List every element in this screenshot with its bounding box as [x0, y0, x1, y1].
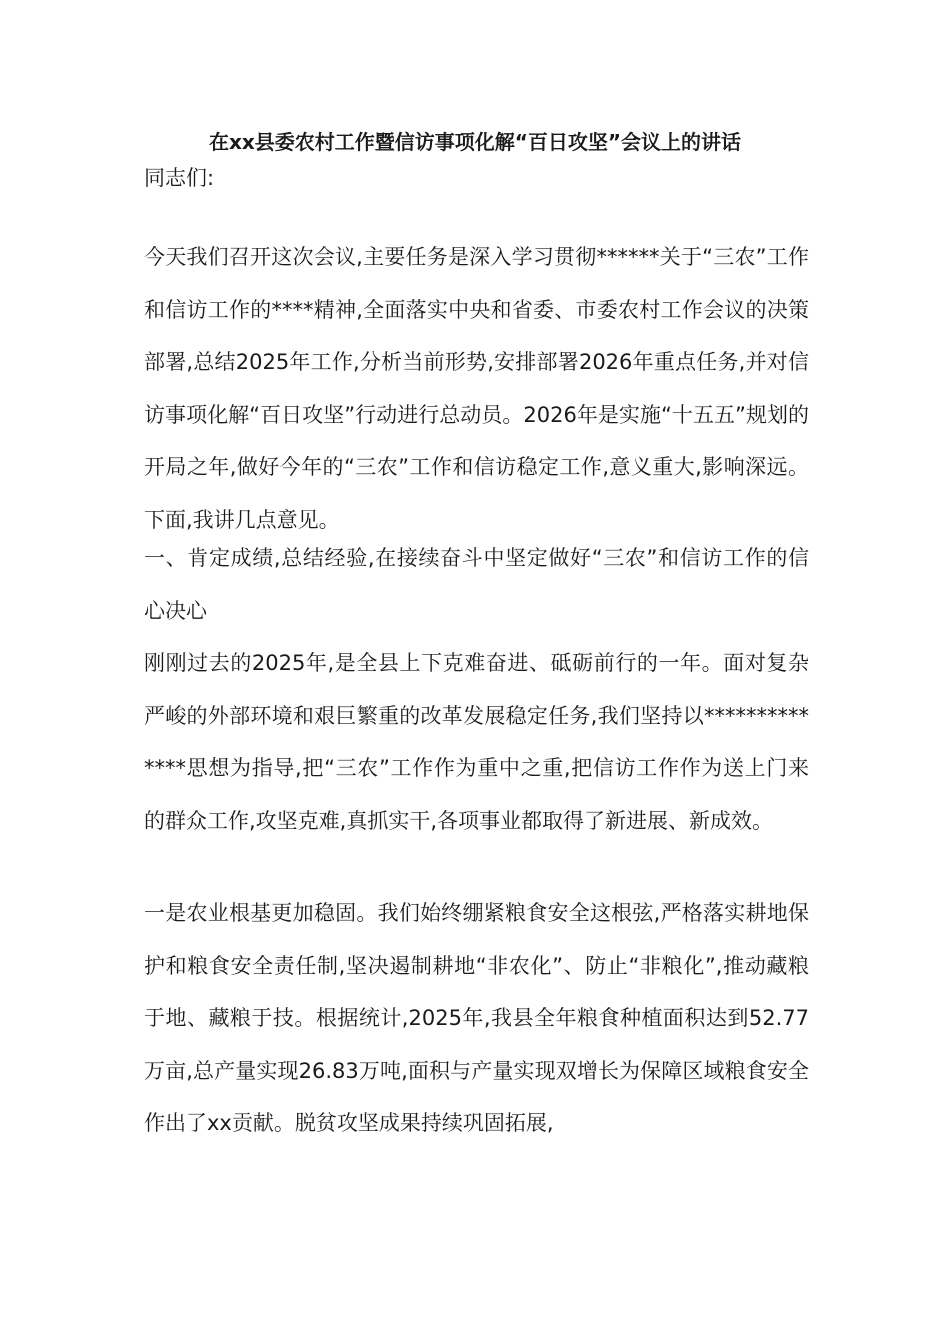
paragraph-agriculture: 一是农业根基更加稳固。我们始终绷紧粮食安全这根弦,严格落实耕地保护和粮食安全责任制,坚决遏制耕地“非农化”、防止“非粮化”,推动藏粮于地、藏粮于技。根据统计,2025年,我县全年粮食种植面积达到52.77万亩,总产量实现26.83万吨,面积与产量实现双增长为保障区域粮食安全作出了xx贡献。脱贫攻坚成果持续巩固拓展, [144, 901, 809, 1135]
section-heading-1: 一、肯定成绩,总结经验,在接续奋斗中坚定做好“三农”和信访工作的信心决心 [144, 546, 809, 623]
greeting: 同志们: [144, 166, 215, 190]
paragraph-intro: 今天我们召开这次会议,主要任务是深入学习贯彻******关于“三农”工作和信访工作的****精神,全面落实中央和省委、市委农村工作会议的决策部署,总结2025年工作,分析当前形势,安排部署2026年重点任务,并对信访事项化解“百日攻坚”行动进行总动员。2026年是实施“十五五”规划的开局之年,做好今年的“三农”工作和信访稳定工作,意义重大,影响深远。下面,我讲几点意见。 [144, 245, 809, 532]
document-title: 在xx县委农村工作暨信访事项化解“百日攻坚”会议上的讲话 [208, 130, 742, 154]
paragraph-review: 刚刚过去的2025年,是全县上下克难奋进、砥砺前行的一年。面对复杂严峻的外部环境和艰巨繁重的改革发展稳定任务,我们坚持以**************思想为指导,把“三农”工作作为重中之重,把信访工作作为送上门来的群众工作,攻坚克难,真抓实干,各项事业都取得了新进展、新成效。 [144, 651, 809, 833]
